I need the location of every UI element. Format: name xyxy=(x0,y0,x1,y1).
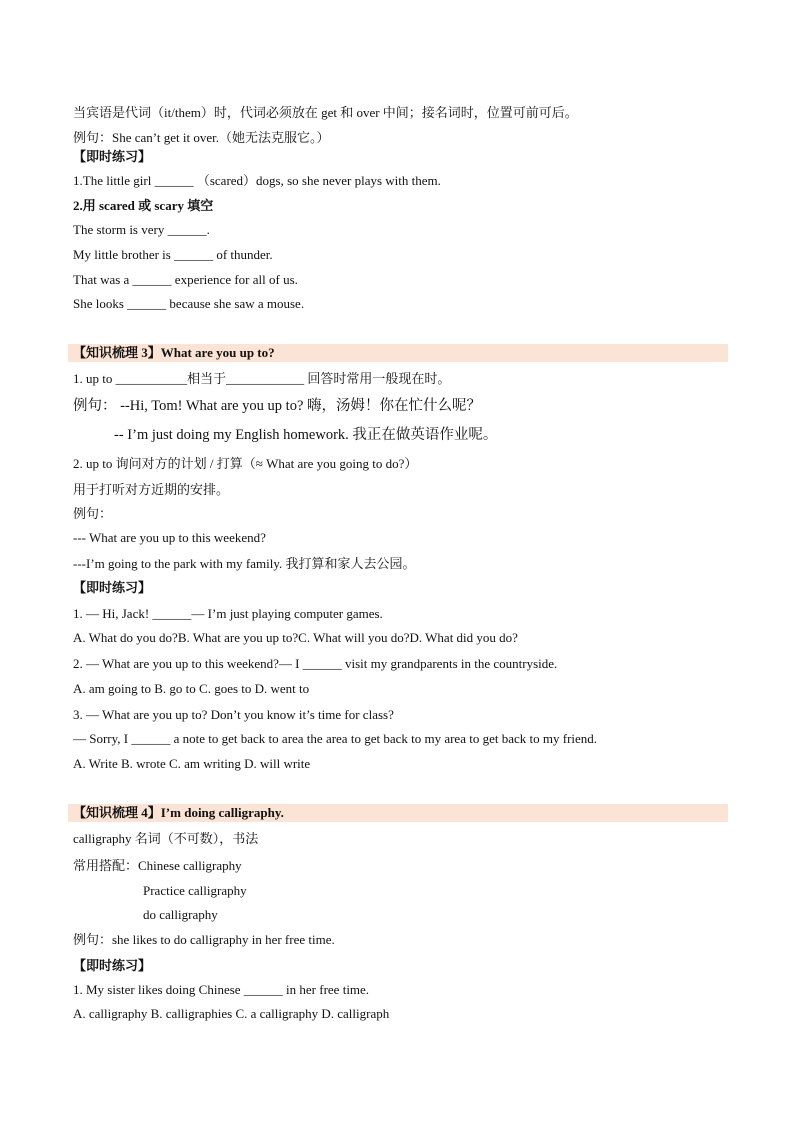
question-line: 1. — Hi, Jack! ______— I’m just playing computer games. xyxy=(73,606,383,621)
practice-heading: 【即时练习】 xyxy=(73,580,152,595)
exercise-line: My little brother is ______ of thunder. xyxy=(73,247,273,262)
definition-line: calligraphy 名词（不可数），书法 xyxy=(73,831,259,846)
question-line: 1. My sister likes doing Chinese ______ in her free time. xyxy=(73,982,370,997)
practice-heading: 【即时练习】 xyxy=(73,958,152,973)
section-4-banner xyxy=(68,804,728,822)
section-3-title: 【知识梳理 3】What are you up to? xyxy=(73,345,275,360)
options-line: A. calligraphy B. calligraphies C. a calligraphy D. calligraph xyxy=(73,1006,390,1021)
note-pronoun-position: 当宾语是代词（it/them）时，代词必须放在 get 和 over 中间；接名词时，位置可前可后。 xyxy=(73,105,578,120)
practice-heading: 【即时练习】 xyxy=(73,149,152,164)
exercise-line: 1.The little girl ______ （scared）dogs, so she never plays with them. xyxy=(73,173,441,188)
definition-line: 2. up to 询问对方的计划 / 打算（≈ What are you going to do?） xyxy=(73,456,418,471)
question-line: — Sorry, I ______ a note to get back to area the area to get back to my area to get back to my friend. xyxy=(73,731,598,746)
example-sentence: 例句：She can’t get it over.（她无法克服它。） xyxy=(73,130,330,145)
section-4-title: 【知识梳理 4】I’m doing calligraphy. xyxy=(73,805,284,820)
exercise-line: The storm is very ______. xyxy=(73,222,210,237)
example-line: 例句： --Hi, Tom! What are you up to? 嗨，汤姆！你在忙什么呢？ xyxy=(73,398,482,414)
collocation-line: 常用搭配：Chinese calligraphy xyxy=(73,858,242,873)
options-line: A. am going to B. go to C. goes to D. went to xyxy=(73,681,310,696)
definition-line: 1. up to ___________相当于____________ 回答时常用一般现在时。 xyxy=(73,371,451,386)
question-line: 2. — What are you up to this weekend?— I ______ visit my grandparents in the countryside. xyxy=(73,656,558,671)
exercise-heading: 2.用 scared 或 scary 填空 xyxy=(73,198,214,213)
collocation-line: do calligraphy xyxy=(143,907,218,922)
options-line: A. What do you do?B. What are you up to?C. What will you do?D. What did you do? xyxy=(73,630,518,645)
example-line: ---I’m going to the park with my family. 我打算和家人去公园。 xyxy=(73,556,416,571)
example-line: --- What are you up to this weekend? xyxy=(73,530,266,545)
exercise-line: That was a ______ experience for all of us. xyxy=(73,272,298,287)
example-label: 例句： xyxy=(73,506,113,521)
options-line: A. Write B. wrote C. am writing D. will write xyxy=(73,756,311,771)
exercise-line: She looks ______ because she saw a mouse. xyxy=(73,296,305,311)
example-line: -- I’m just doing my English homework. 我正在做英语作业呢。 xyxy=(114,427,498,443)
example-line: 例句：she likes to do calligraphy in her free time. xyxy=(73,932,335,947)
note-line: 用于打听对方近期的安排。 xyxy=(73,482,230,497)
question-line: 3. — What are you up to? Don’t you know it’s time for class? xyxy=(73,707,394,722)
section-3-banner xyxy=(68,344,728,362)
collocation-line: Practice calligraphy xyxy=(143,883,247,898)
